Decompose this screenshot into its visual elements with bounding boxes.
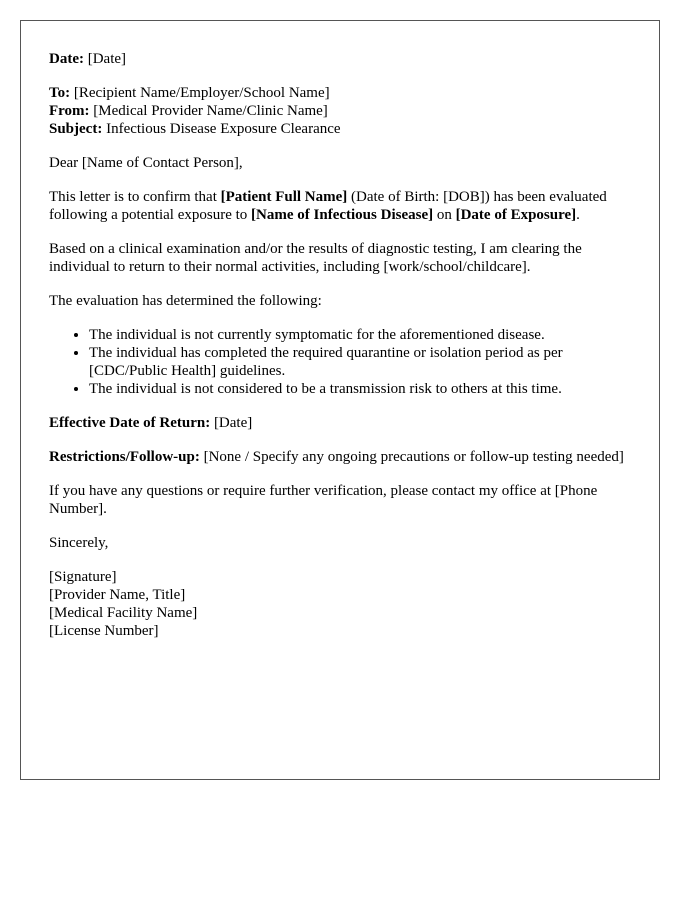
- return-date-value: [Date]: [210, 415, 253, 431]
- finding-item: • The individual is not considered to be a transmission risk to others at this time.: [89, 380, 631, 398]
- finding-item: • The individual is not currently symptomatic for the aforementioned disease.: [89, 326, 631, 344]
- signature-block: [49, 568, 631, 640]
- findings-list: [49, 326, 631, 398]
- greeting: Dear [Name of Contact Person],: [49, 155, 243, 171]
- restrictions-line: [49, 448, 631, 466]
- clearance-letter: [20, 20, 660, 780]
- intro-paragraph: [49, 188, 631, 224]
- to-label: To:: [49, 85, 71, 101]
- subject-value: Infectious Disease Exposure Clearance: [102, 121, 341, 137]
- disease-name: [Name of Infectious Disease]: [251, 207, 434, 223]
- subject-line: [49, 120, 631, 138]
- facility-name: [Medical Facility Name]: [49, 605, 198, 621]
- signature-placeholder: [Signature]: [49, 569, 117, 585]
- exposure-date: [Date of Exposure]: [455, 207, 577, 223]
- from-label: From:: [49, 103, 90, 119]
- return-date-line: [49, 414, 631, 432]
- restrictions-value: [None / Specify any ongoing precautions or follow-up testing needed]: [199, 449, 624, 465]
- finding-item: • The individual has completed the required quarantine or isolation period as per [CDC/Public Health] guidelines.: [89, 344, 631, 380]
- license-number: [License Number]: [49, 623, 159, 639]
- intro-text-4: .: [576, 207, 580, 223]
- from-value: [Medical Provider Name/Clinic Name]: [89, 103, 328, 119]
- to-value: [Recipient Name/Employer/School Name]: [70, 85, 330, 101]
- clearance-paragraph: Based on a clinical examination and/or the results of diagnostic testing, I am clearing the individual to return to their normal activities, including [work/school/childcare].: [49, 241, 582, 275]
- contact-paragraph: If you have any questions or require further verification, please contact my office at [Phone Number].: [49, 483, 598, 517]
- date-line: [49, 50, 631, 68]
- from-line: [49, 102, 631, 120]
- restrictions-label: Restrictions/Follow-up:: [49, 449, 200, 465]
- intro-text-3: on: [433, 207, 456, 223]
- intro-text-2: (Date of Birth: [DOB]) has been evaluated following a potential exposure to: [49, 189, 607, 223]
- return-date-label: Effective Date of Return:: [49, 415, 211, 431]
- provider-name: [Provider Name, Title]: [49, 587, 186, 603]
- letter-header-block: [49, 84, 631, 138]
- patient-name: [Patient Full Name]: [220, 189, 348, 205]
- date-label: Date:: [49, 51, 84, 67]
- closing: Sincerely,: [49, 535, 109, 551]
- evaluation-intro: The evaluation has determined the following:: [49, 293, 322, 309]
- intro-text-1: This letter is to confirm that: [49, 189, 221, 205]
- to-line: [49, 84, 631, 102]
- subject-label: Subject:: [49, 121, 103, 137]
- date-value: [Date]: [83, 51, 127, 67]
